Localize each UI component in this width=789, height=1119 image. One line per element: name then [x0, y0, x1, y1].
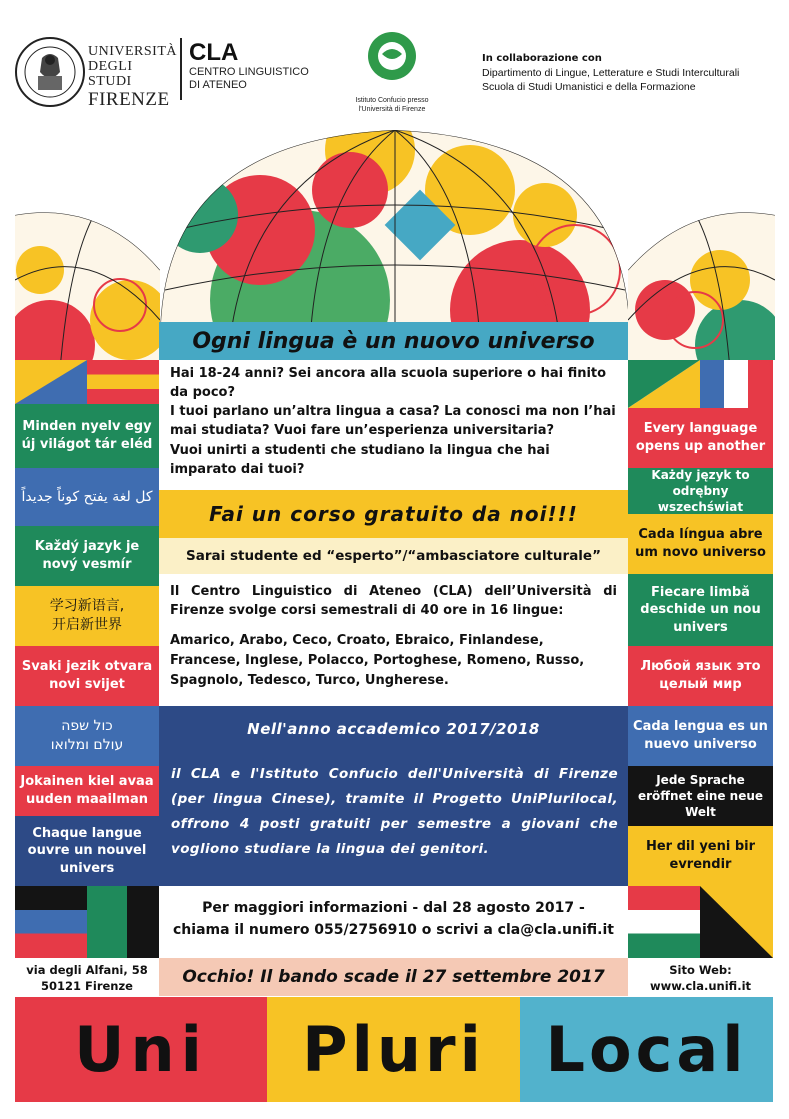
university-name: [88, 44, 178, 111]
brand-uni-panel: [15, 997, 267, 1102]
address-line-1: via degli Alfani, 58: [26, 963, 148, 977]
cla-line-2: DI ATENEO: [189, 79, 247, 91]
left-tile-french: [15, 816, 159, 886]
brand-local: Local: [545, 1013, 748, 1086]
right-tile-german: [628, 766, 773, 826]
subcta-banner: [159, 538, 628, 574]
left-flag-block-top: [15, 360, 159, 404]
right-tile-russian-text: Любой язык это целый мир: [640, 659, 761, 692]
left-flag-block-bottom: [15, 886, 159, 958]
right-tile-portuguese-text: Cada língua abre um novo universo: [635, 527, 766, 560]
intro-paragraph-2: I tuoi parlano un’altra lingua a casa? La conosci ma non l’hai mai studiata? Vuoi fare un’esperienza universitaria?: [170, 404, 616, 438]
collaboration-title: In collaborazione con: [482, 53, 602, 64]
right-tile-portuguese: [628, 514, 773, 574]
header-divider: [180, 38, 182, 100]
courses-section: [159, 574, 628, 706]
right-tile-polish: [628, 468, 773, 514]
confucius-institute-logo: [350, 26, 434, 118]
header: [0, 0, 789, 130]
left-tile-finnish: [15, 766, 159, 816]
cta-banner: [159, 490, 628, 538]
address-block: [15, 962, 159, 994]
headline-banner: [159, 322, 628, 360]
deadline-text: Occhio! Il bando scade il 27 settembre 2017: [182, 967, 605, 987]
brand-local-panel: [520, 997, 773, 1102]
left-tile-finnish-text: Jokainen kiel avaa uuden maailman: [20, 774, 154, 807]
brand-pluri: Pluri: [302, 1013, 485, 1086]
right-tile-turkish-text: Her dil yeni bir evrendir: [645, 839, 756, 872]
right-tile-romanian: [628, 574, 773, 646]
brand-pluri-panel: [267, 997, 520, 1102]
university-line-1: UNIVERSITÀ: [88, 44, 177, 59]
left-tile-hebrew-text: כול שפה עולם ומלואו: [50, 718, 124, 753]
year-body: il CLA e l'Istituto Confucio dell'Università di Firenze (per lingua Cinese), tramite il Progetto UniPlurilocal, offrono 4 posti gratuiti per semestre a giovani che vogliono studiare la lingua dei genitori.: [171, 766, 618, 857]
languages-list: Amarico, Arabo, Ceco, Croato, Ebraico, Finlandese, Francese, Inglese, Polacco, Portoghese, Romeno, Russo, Spagnolo, Tedesco, Turco, Ungherese.: [170, 633, 585, 688]
left-tile-chinese: [15, 586, 159, 646]
left-tile-croatian: [15, 646, 159, 706]
cla-logo: [189, 40, 309, 92]
left-tile-hungarian: [15, 404, 159, 468]
confucius-line-2: l'Università di Firenze: [358, 106, 426, 113]
website-url[interactable]: www.cla.unifi.it: [649, 979, 752, 993]
right-flag-block-bottom: [628, 886, 773, 958]
confucius-line-1: Istituto Confucio presso: [355, 97, 429, 104]
info-paragraph: Il Centro Linguistico di Ateneo (CLA) dell’Università di Firenze svolge corsi semestrali di 40 ore in 16 lingue:: [170, 584, 617, 618]
right-tile-english-text: Every language opens up another: [635, 421, 766, 454]
right-tile-german-text: Jede Sprache eröffnet eine neue Welt: [637, 772, 764, 820]
left-tile-chinese-text: 学习新语言, 开启新世界: [49, 598, 125, 633]
university-line-3: FIRENZE: [88, 89, 170, 110]
subcta-text: Sarai studente ed “esperto”/“ambasciatore culturale”: [186, 548, 601, 564]
right-tile-english: [628, 408, 773, 468]
left-tile-arabic-text: كل لغة يفتح كوناً جديداً: [21, 488, 153, 505]
right-tile-romanian-text: Fiecare limbă deschide un nou univers: [640, 584, 761, 635]
right-tile-spanish-text: Cada lengua es un nuevo universo: [633, 719, 768, 752]
year-section: [159, 706, 628, 886]
left-tile-hungarian-text: Minden nyelv egy új világot tár eléd: [21, 419, 153, 452]
left-tile-hebrew: [15, 706, 159, 766]
brand-bar: [15, 997, 773, 1102]
cla-line-1: CENTRO LINGUISTICO: [189, 66, 309, 78]
contact-line-2: chiama il numero 055/2756910 o scrivi a cla@cla.unifi.it: [173, 922, 614, 938]
university-seal-logo: [14, 36, 86, 108]
address-line-2: 50121 Firenze: [41, 979, 133, 993]
intro-paragraph-3: Vuoi unirti a studenti che studiano la lingua che hai imparato dai tuoi?: [170, 443, 550, 477]
headline: Ogni lingua è un nuovo universo: [192, 328, 595, 354]
right-flag-block-top: [628, 360, 773, 408]
collaboration-block: [482, 52, 782, 94]
cla-title: CLA: [189, 39, 239, 66]
left-tile-arabic: [15, 468, 159, 526]
intro-paragraph-1: Hai 18-24 anni? Sei ancora alla scuola superiore o hai finito da poco?: [170, 366, 607, 400]
year-title: Nell'anno accademico 2017/2018: [247, 720, 540, 738]
intro-section: [159, 360, 628, 490]
left-tile-french-text: Chaque langue ouvre un nouvel univers: [27, 825, 147, 876]
brand-uni: Uni: [74, 1013, 208, 1086]
right-tile-russian: [628, 646, 773, 706]
left-tile-czech: [15, 526, 159, 586]
left-tile-czech-text: Každý jazyk je nový vesmír: [34, 539, 140, 572]
contact-section: [159, 886, 628, 958]
website-block: [628, 962, 773, 994]
contact-line-1: Per maggiori informazioni - dal 28 agosto 2017 -: [202, 900, 585, 916]
collaboration-line-1: Dipartimento di Lingue, Letterature e Studi Interculturali: [482, 67, 740, 79]
website-label: Sito Web:: [669, 963, 732, 977]
cta-text: Fai un corso gratuito da noi!!!: [209, 502, 578, 526]
right-tile-spanish: [628, 706, 773, 766]
collaboration-line-2: Scuola di Studi Umanistici e della Formazione: [482, 81, 696, 93]
left-tile-croatian-text: Svaki jezik otvara novi svijet: [21, 659, 153, 692]
university-line-2: DEGLI STUDI: [88, 59, 133, 89]
right-tile-turkish: [628, 826, 773, 886]
deadline-banner: [159, 958, 628, 996]
right-tile-polish-text: Każdy język to odrębny wszechświat: [651, 467, 750, 515]
